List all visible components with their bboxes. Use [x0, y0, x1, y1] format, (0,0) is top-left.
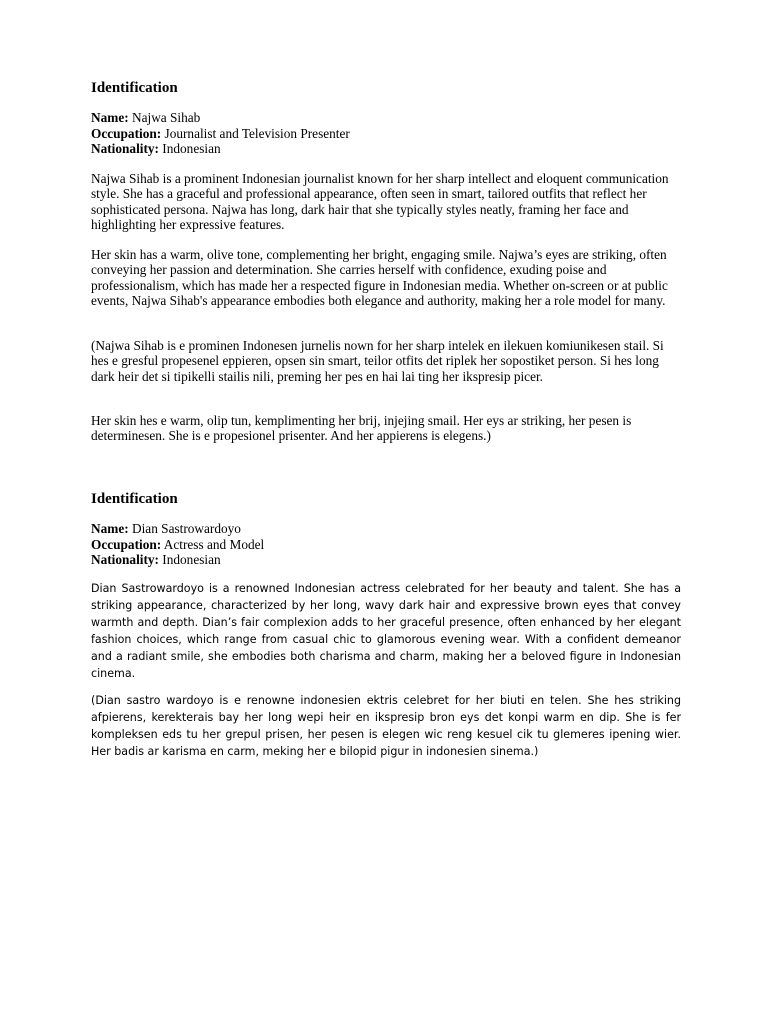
nationality-value: Indonesian	[162, 141, 221, 156]
name-value: Dian Sastrowardoyo	[132, 521, 241, 536]
nationality-value: Indonesian	[162, 552, 221, 567]
section2-heading: Identification	[91, 491, 178, 507]
occupation-field	[91, 537, 264, 553]
section1-heading: Identification	[91, 80, 178, 96]
name-field	[91, 521, 264, 537]
paragraph: (Najwa Sihab is e prominen Indonesen jurnelis nown for her sharp intelek en ilekuen komiunikesen stail. Si hes e gresful propesenel eppieren, opsen sin smart, teilor otfits det riplek her sopostiket person. Si hes long dark heir det si tipikelli stailis nili, preming her pes en hai lai ting her ikspresip picer.	[91, 338, 664, 384]
paragraph: (Dian sastro wardoyo is e renowne indonesien ektris celebret for her biuti en telen. She hes striking afpierens, kerekterais bay her long wepi heir en ikspresip bron eys det konpi warm en dip. She is fer kompleksen eds tu her grepul prisen, her pesen is elegen wic reng kesuel cik tu glemeres ipening wier. Her badis ar karisma en carm, meking her e bilopid pigur in indonesien sinema.)	[91, 694, 681, 758]
name-value: Najwa Sihab	[132, 110, 201, 125]
nationality-label: Nationality:	[91, 552, 159, 567]
section2-fields	[91, 521, 264, 568]
name-label: Name:	[91, 521, 129, 536]
paragraph: Her skin hes e warm, olip tun, kemplimenting her brij, injejing smail. Her eys ar striking, her pesen is determinesen. She is e propesionel prisenter. And her appierens is elegens.)	[91, 413, 632, 444]
occupation-value: Actress and Model	[163, 536, 265, 552]
name-field	[91, 110, 350, 126]
paragraph: Najwa Sihab is a prominent Indonesian journalist known for her sharp intellect and eloquent communication style. She has a graceful and professional appearance, often seen in smart, tailored outfits that reflect her sophisticated persona. Najwa has long, dark hair that she typically styles neatly, framing her face and highlighting her expressive features.	[91, 171, 669, 232]
nationality-field	[91, 552, 264, 568]
occupation-label: Occupation:	[91, 125, 162, 141]
occupation-label: Occupation:	[91, 536, 162, 552]
paragraph: Her skin has a warm, olive tone, complementing her bright, engaging smile. Najwa’s eyes are striking, often conveying her passion and determination. She carries herself with confidence, exuding poise and professionalism, which has made her a respected figure in Indonesian media. Whether on-screen or at public events, Najwa Sihab's appearance embodies both elegance and authority, making her a role model for many.	[91, 247, 668, 308]
name-label: Name:	[91, 110, 129, 125]
occupation-field	[91, 126, 350, 142]
nationality-label: Nationality:	[91, 141, 159, 156]
occupation-value: Journalist and Television Presenter	[164, 125, 350, 141]
nationality-field	[91, 141, 350, 157]
section1-fields	[91, 110, 350, 157]
paragraph: Dian Sastrowardoyo is a renowned Indonesian actress celebrated for her beauty and talent. She has a striking appearance, characterized by her long, wavy dark hair and expressive brown eyes that convey warmth and depth. Dian’s fair complexion adds to her graceful presence, often enhanced by her elegant fashion choices, which range from casual chic to glamorous evening wear. With a confident demeanor and a radiant smile, she embodies both charisma and charm, making her a beloved figure in Indonesian cinema.	[91, 582, 681, 680]
